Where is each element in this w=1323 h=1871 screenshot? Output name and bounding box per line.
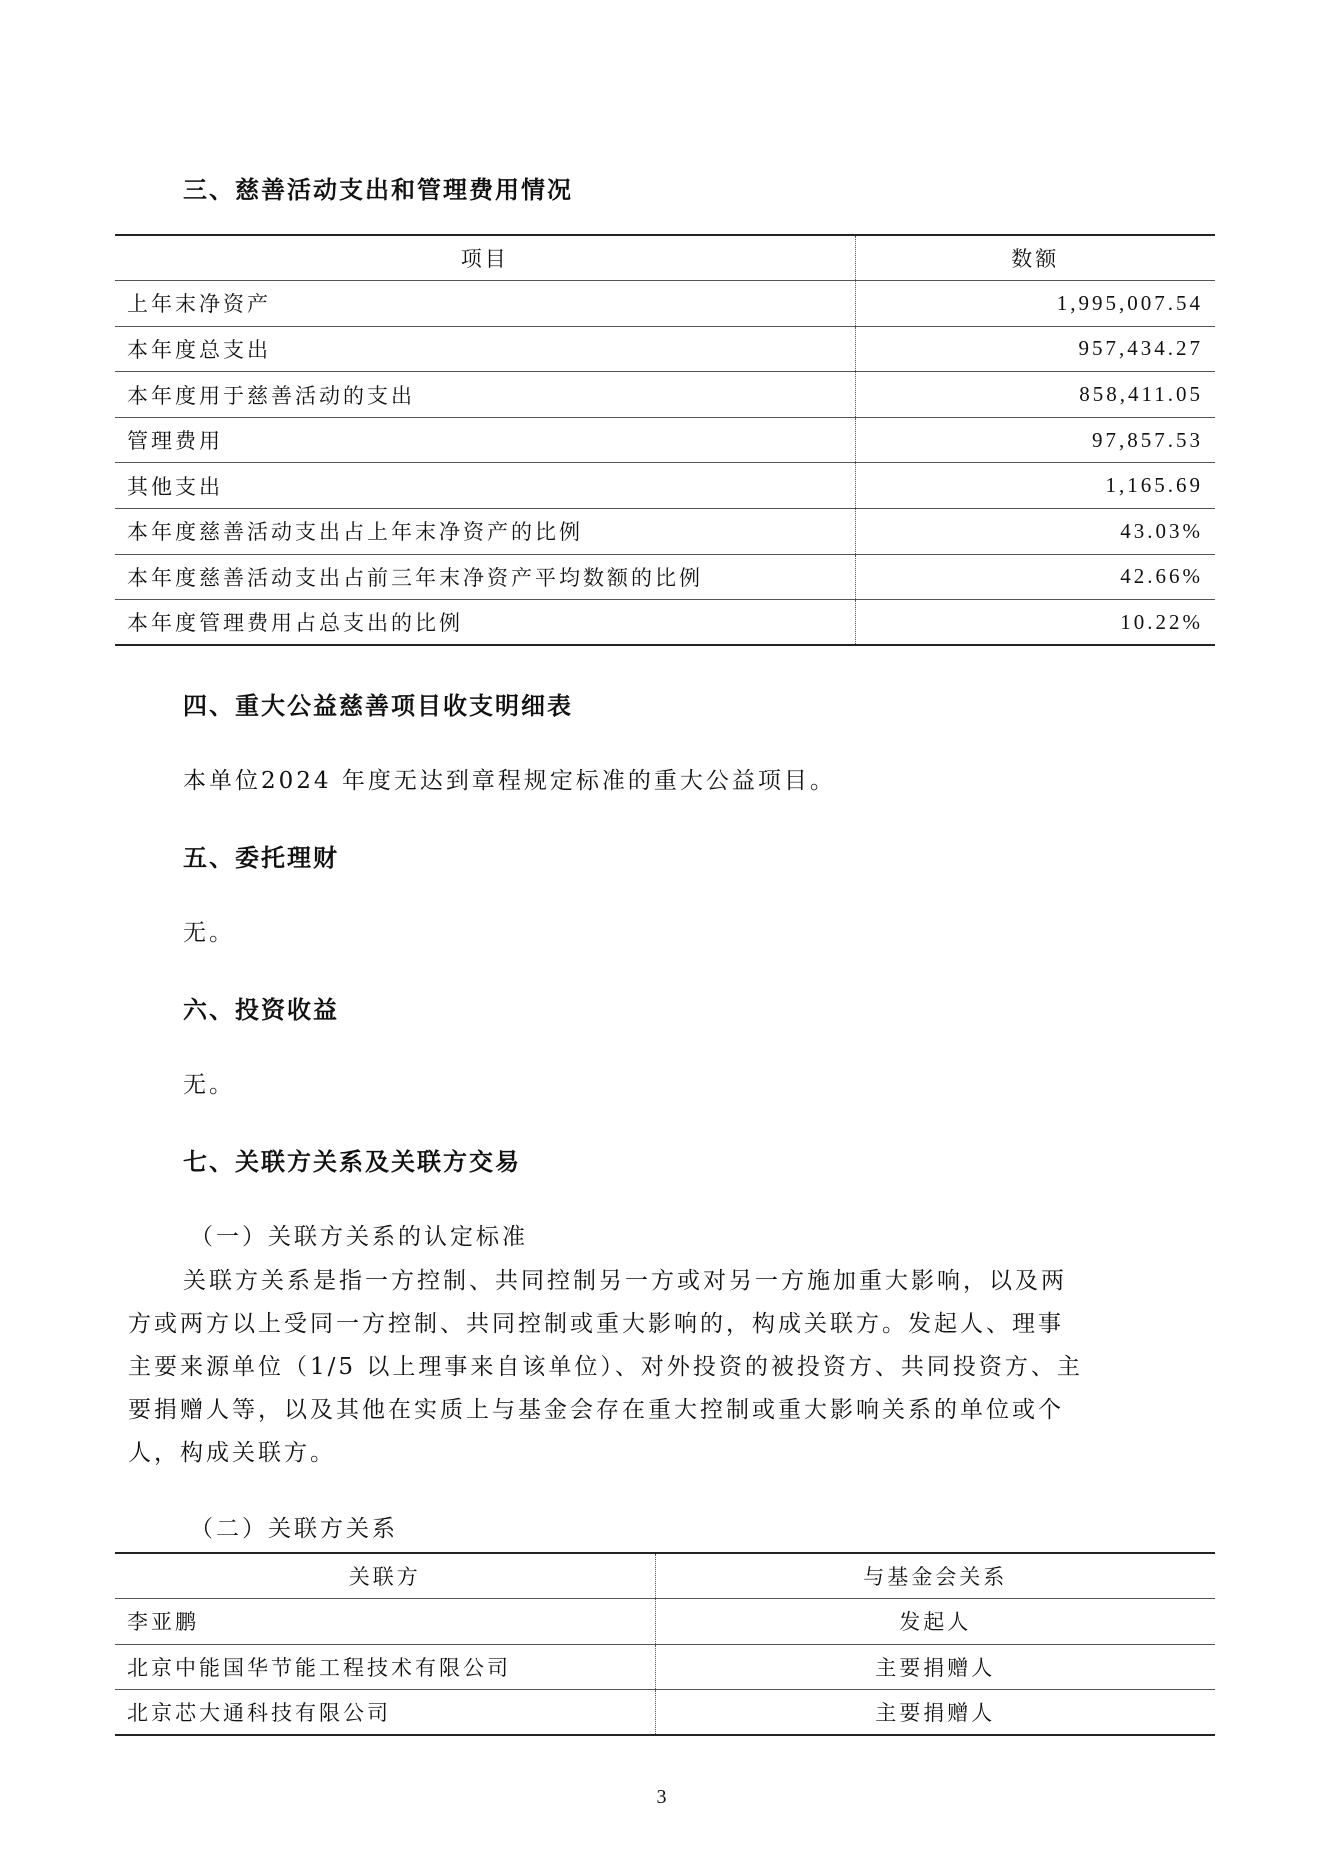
section-7-paragraph-line: 要捐赠人等，以及其他在实质上与基金会存在重大控制或重大影响关系的单位或个 bbox=[128, 1397, 1064, 1423]
row-item: 其他支出 bbox=[115, 463, 855, 509]
section-6-body: 无。 bbox=[183, 1072, 235, 1098]
table-row bbox=[115, 417, 1215, 463]
row-amount: 43.03% bbox=[855, 509, 1215, 555]
row-amount: 1,165.69 bbox=[855, 463, 1215, 509]
section-3-title: 三、慈善活动支出和管理费用情况 bbox=[183, 176, 573, 204]
table-header-row bbox=[115, 1553, 1215, 1599]
section-7-title: 七、关联方关系及关联方交易 bbox=[183, 1148, 521, 1176]
section-4-body: 本单位2024 年度无达到章程规定标准的重大公益项目。 bbox=[183, 768, 836, 794]
table-row bbox=[115, 281, 1215, 327]
table-row bbox=[115, 372, 1215, 418]
row-relation: 主要捐赠人 bbox=[655, 1644, 1215, 1690]
table-header-row bbox=[115, 235, 1215, 281]
header-item: 项目 bbox=[115, 235, 855, 281]
page-number: 3 bbox=[656, 1786, 667, 1808]
header-relation: 与基金会关系 bbox=[655, 1553, 1215, 1599]
row-item: 本年度慈善活动支出占前三年末净资产平均数额的比例 bbox=[115, 554, 855, 600]
row-item: 管理费用 bbox=[115, 417, 855, 463]
table-row bbox=[115, 463, 1215, 509]
header-amount: 数额 bbox=[855, 235, 1215, 281]
expense-table bbox=[115, 234, 1215, 646]
section-7-paragraph-line: 方或两方以上受同一方控制、共同控制或重大影响的，构成关联方。发起人、理事 bbox=[128, 1311, 1064, 1337]
row-item: 本年度总支出 bbox=[115, 326, 855, 372]
table-row bbox=[115, 554, 1215, 600]
section-5-title: 五、委托理财 bbox=[183, 844, 339, 872]
related-party-table bbox=[115, 1552, 1215, 1736]
section-7-subtitle-2: （二）关联方关系 bbox=[190, 1516, 398, 1542]
section-4-title: 四、重大公益慈善项目收支明细表 bbox=[183, 692, 573, 720]
section-7-paragraph-line: 主要来源单位（1/5 以上理事来自该单位）、对外投资的被投资方、共同投资方、主 bbox=[128, 1354, 1083, 1380]
table-row bbox=[115, 1644, 1215, 1690]
row-relation: 发起人 bbox=[655, 1599, 1215, 1645]
section-5-body: 无。 bbox=[183, 920, 235, 946]
row-amount: 858,411.05 bbox=[855, 372, 1215, 418]
table-row bbox=[115, 1599, 1215, 1645]
table-row bbox=[115, 1690, 1215, 1736]
section-7-paragraph-line: 关联方关系是指一方控制、共同控制另一方或对另一方施加重大影响，以及两 bbox=[183, 1268, 1067, 1294]
header-party: 关联方 bbox=[115, 1553, 655, 1599]
table-row bbox=[115, 509, 1215, 555]
row-item: 本年度慈善活动支出占上年末净资产的比例 bbox=[115, 509, 855, 555]
row-item: 上年末净资产 bbox=[115, 281, 855, 327]
section-7-subtitle-1: （一）关联方关系的认定标准 bbox=[190, 1224, 528, 1250]
row-amount: 42.66% bbox=[855, 554, 1215, 600]
row-amount: 957,434.27 bbox=[855, 326, 1215, 372]
section-7-paragraph-line: 人，构成关联方。 bbox=[128, 1440, 336, 1466]
row-amount: 1,995,007.54 bbox=[855, 281, 1215, 327]
row-party: 李亚鹏 bbox=[115, 1599, 655, 1645]
section-6-title: 六、投资收益 bbox=[183, 996, 339, 1024]
row-amount: 97,857.53 bbox=[855, 417, 1215, 463]
table-row bbox=[115, 326, 1215, 372]
row-party: 北京中能国华节能工程技术有限公司 bbox=[115, 1644, 655, 1690]
row-relation: 主要捐赠人 bbox=[655, 1690, 1215, 1736]
row-item: 本年度管理费用占总支出的比例 bbox=[115, 600, 855, 646]
row-amount: 10.22% bbox=[855, 600, 1215, 646]
row-item: 本年度用于慈善活动的支出 bbox=[115, 372, 855, 418]
table-row bbox=[115, 600, 1215, 646]
row-party: 北京芯大通科技有限公司 bbox=[115, 1690, 655, 1736]
